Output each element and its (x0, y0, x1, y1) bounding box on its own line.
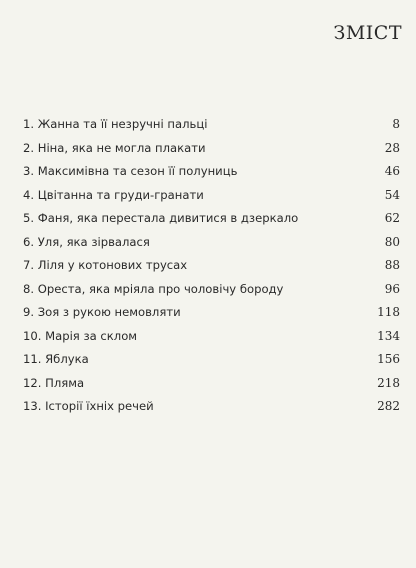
toc-entry-page: 118 (377, 305, 400, 319)
toc-entry (23, 399, 400, 423)
toc-entry-page: 218 (377, 375, 400, 390)
toc-entry (23, 235, 400, 259)
toc-entry (23, 211, 400, 235)
toc-entry (23, 352, 400, 376)
toc-entry (23, 117, 400, 141)
toc-entry (23, 141, 400, 165)
table-of-contents (23, 117, 400, 423)
toc-entry-page: 46 (384, 164, 400, 178)
toc-entry-page: 80 (384, 234, 400, 249)
toc-entry-title: 1. Жанна та її незручні пальці (23, 117, 208, 131)
page-title: ЗМІСТ (333, 22, 402, 44)
toc-entry-title: 8. Ореста, яка мріяла про чоловічу бороду (23, 281, 284, 296)
toc-entry-page: 88 (384, 258, 400, 272)
toc-entry (23, 376, 400, 400)
toc-entry-title: 5. Фаня, яка перестала дивитися в дзеркало (23, 211, 299, 225)
toc-entry-title: 2. Ніна, яка не могла плакати (23, 140, 206, 155)
toc-entry (23, 164, 400, 188)
toc-entry-page: 54 (384, 187, 400, 202)
toc-entry-title: 6. Уля, яка зірвалася (23, 234, 150, 249)
toc-entry-page: 28 (384, 140, 400, 155)
toc-entry-title: 11. Яблука (23, 352, 89, 366)
toc-entry-page: 8 (392, 117, 400, 131)
toc-entry-title: 7. Ліля у котонових трусах (23, 258, 188, 272)
toc-entry (23, 258, 400, 282)
toc-entry-page: 96 (384, 281, 400, 296)
toc-entry-title: 3. Максимівна та сезон її полуниць (23, 164, 238, 178)
toc-entry-title: 4. Цвітанна та груди-гранати (23, 187, 204, 202)
toc-entry-title: 9. Зоя з рукою немовляти (23, 305, 181, 319)
toc-entry (23, 282, 400, 306)
toc-entry-title: 13. Історії їхніх речей (23, 399, 154, 413)
toc-entry (23, 305, 400, 329)
toc-entry (23, 188, 400, 212)
toc-entry-page: 282 (377, 399, 400, 413)
toc-entry-title: 10. Марія за склом (23, 328, 138, 343)
toc-entry (23, 329, 400, 353)
toc-entry-page: 156 (377, 352, 400, 366)
toc-entry-page: 62 (384, 211, 400, 225)
toc-entry-page: 134 (377, 328, 400, 343)
toc-entry-title: 12. Пляма (23, 375, 85, 390)
